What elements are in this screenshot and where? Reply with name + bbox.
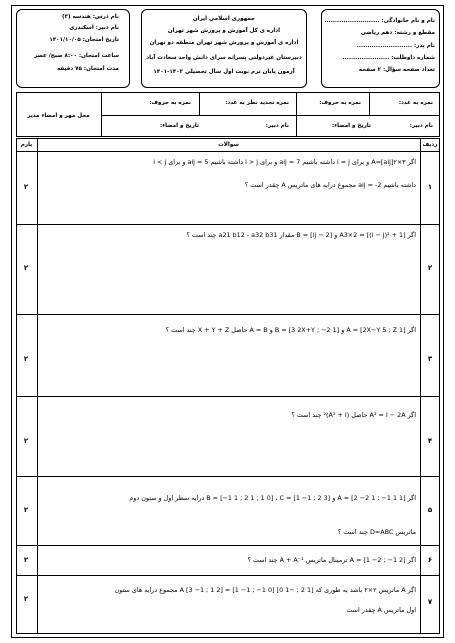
date-sign-label: تاریخ و امضاء: — [331, 123, 371, 129]
school-header-line: اداره ی آموزش و پرورش شهر تهران منطقه دو تهران — [149, 40, 299, 46]
question-number: ۴ — [427, 437, 433, 445]
score-letters-label: نمره به حروف: — [319, 100, 361, 106]
question-points: ۲ — [23, 355, 29, 363]
student-info-line: مقطع و رشته: دهم ریاضی — [360, 30, 435, 36]
question-points: ۲ — [23, 595, 29, 603]
student-info-line: نام و نام خانوادگی: .......................... — [324, 18, 435, 24]
question-points: ۲ — [23, 506, 29, 514]
question-text: اگر A = [1 −2 ; −1 2] ترمینال ماتریس A + A⁻¹ چند است ؟ — [247, 556, 416, 564]
student-info-line: نام پدر: .......................... — [356, 43, 435, 49]
question-text: ماتریس D=ABC چند است ؟ — [337, 528, 416, 536]
question-number: ۲ — [427, 264, 433, 272]
exam-info-line: نام درس: هندسه (۳) — [61, 14, 119, 20]
row-column-header: ردیف — [422, 142, 438, 148]
question-number: ۷ — [427, 598, 433, 606]
question-number: ۳ — [427, 355, 433, 363]
question-text: اگر A3×2 = [(i − j)² + 1] و B = [ij − 2] مقدار a21 b12 - a32 b31 چند است ؟ — [186, 231, 416, 239]
teacher-name-label: نام دبیر: — [265, 123, 289, 129]
exam-info-line: نام دبیر: اسکندری — [69, 25, 119, 31]
student-info-line: شماره داوطلب: ...................... — [342, 55, 435, 61]
school-header-line: اداره ی کل آموزش و پرورش شهر تهران — [167, 28, 281, 34]
school-header-line: جمهوری اسلامی ایران — [192, 16, 256, 22]
revised-letters-label: نمره به حروف: — [149, 100, 191, 106]
school-header-line: آزمون پایان ترم نوبت اول سال تحصیلی ۱۴۰۲-۱۴۰۱ — [153, 69, 295, 75]
question-text: اگر A = [2 −2 1 ; −1 1 1] و B = [−1 1 ; 2 1 ; 1 0] ، C = [1 −1 ; 2 3] درایه سطر اول و ستون دوم — [129, 494, 416, 502]
exam-info-line: ساعت امتحان: ۸:۰۰ صبح/ عصر — [33, 53, 119, 59]
question-number: ۱ — [427, 183, 433, 191]
principal-seal-label: محل مهر و امضاء مدیر — [27, 113, 90, 119]
exam-info-line: تاریخ امتحان: ۱۴۰۱/۱۰/۰۵ — [49, 37, 119, 43]
question-points: ۲ — [23, 183, 29, 191]
question-points: ۲ — [23, 556, 29, 564]
question-text: اگر A³ = I − 2A حاصل (A³ + I)² چند است ؟ — [291, 411, 416, 419]
question-text: اول ماتریس A چقدر است — [346, 606, 416, 614]
question-number: ۵ — [427, 506, 433, 514]
question-number: ۶ — [427, 556, 433, 564]
questions-column-header: سوالات — [218, 142, 239, 148]
score-column-header: بارم — [20, 142, 33, 148]
date-sign-label: تاریخ و امضاء: — [159, 123, 199, 129]
question-text: اگر A = [2X−Y 5 ; Z 1] و B = [3 2X+Y ; −2 1] و A = B حاصل X + Y + Z چند است ؟ — [165, 326, 416, 334]
teacher-name-label: نام دبیر: — [409, 123, 433, 129]
question-text: اگر A ماتریس ۲×۲ باشد به طوری که [1 2 ; −1 0] A [3 −1 ; 1 2] = [1 −1 ; −1 0] مجموع درایه های ستون — [114, 586, 416, 594]
question-points: ۲ — [23, 264, 29, 272]
school-header-line: دبیرستان غیردولتی پسرانه سرای دانش واحد سعادت آباد — [146, 55, 302, 61]
exam-info-line: مدت امتحان: ۷۵ دقیقه — [56, 66, 119, 72]
student-info-line: تعداد صفحه سؤال: ۲ صفحه — [358, 67, 435, 73]
question-text: اگر A=[aij]۲×۳ و برای i = j داشته باشیم aij = 7 و برای i > j داشته باشیم aij = 5 و برای i < j — [153, 158, 416, 166]
revised-numeric-label: نمره تجدید نظر به عدد: — [225, 100, 289, 106]
question-text: داشته باشیم aij = -2 مجموع درایه های ماتریس A چقدر است ؟ — [244, 181, 416, 189]
score-numeric-label: نمره به عدد: — [398, 100, 433, 106]
question-points: ۲ — [23, 437, 29, 445]
